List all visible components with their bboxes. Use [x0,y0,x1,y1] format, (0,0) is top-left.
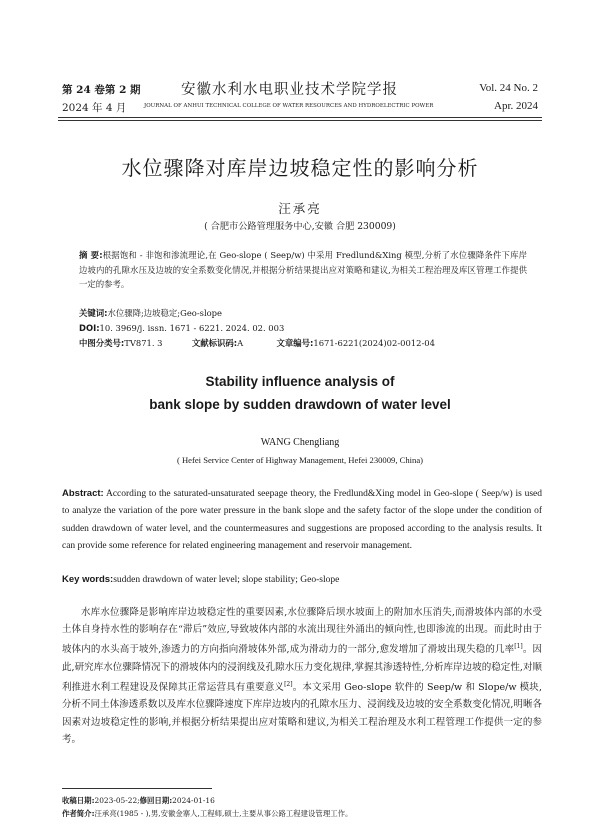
journal-title-cn: 安徽水利水电职业技术学院学报 [181,82,398,98]
keywords-en-text: sudden drawdown of water level; slope stability; Geo-slope [113,575,340,585]
abstract-en-text: According to the saturated-unsaturated seepage theory, the Fredlund&Xing model in Geo-slope ( Seep/w) is used to analyze the variation of the pore water pressure in the bank slope and the safety factor of the slope under the condition of sudden drawdown of water level, and the countermeasures and suggestions are proposed according to the analysis results. It can provide some reference for related engineering management and reservoir management. [62,489,542,551]
body-text-part3: 。本文采用 Geo-slope 软件的 Seep/w 和 Slope/w 模块,分析不同土体渗透系数以及库水位骤降速度下库岸边坡内的孔隙水压力、浸润线及边坡的安全系数变化情况,明晰各因素对边坡稳定性的影响,并根据分析结果提出应对策略和建议,为相关工程治理及水利工程管理工作提供一定的参考。 [62,682,542,745]
abstract-en [62,485,542,555]
keywords-cn-text: 水位骤降;边坡稳定;Geo-slope [107,308,222,318]
body-text-part1: 水库水位骤降是影响库岸边坡稳定性的重要因素,水位骤降后坝水坡面上的附加水压消失,而滑坡体内部的水受土体自身持水性的影响存在“滞后”效应,导致坡体内部的水流出现往外涌出的倾向性,也即渗流的出现。而此时由于坡体内的水头高于坡外,渗透力的方向指向滑坡体外部,成为滑动力的一部分,愈发增加了滑坡出现失稳的几率 [62,607,542,656]
article-no-label: 文章编号: [276,338,314,348]
abstract-cn-label: 摘 要: [79,250,103,260]
abstract-cn [79,248,527,292]
revised-label: 修回日期: [139,796,173,805]
doc-code-value: A [237,338,244,348]
article-title-en-line1: Stability influence analysis of [205,374,395,389]
author-cn: 汪承亮 [278,201,322,216]
abstract-en-label: Abstract: [62,488,104,499]
header-rule-top [58,117,542,118]
doi-label: DOI: [79,323,100,333]
date-cn: 2024 年 4 月 [62,102,127,114]
body-paragraph [62,604,542,748]
author-bio-text: 汪承亮(1985 - ),男,安徽金寨人,工程师,硕士,主要从事公路工程建设管理工作。 [94,809,353,818]
footnote-rule [62,788,212,789]
journal-title-en: JOURNAL OF ANHUI TECHNICAL COLLEGE OF WATER RESOURCES AND HYDROELECTRIC POWER [144,103,434,109]
revised-date: 2024-01-16 [172,796,215,805]
abstract-cn-text: 根据饱和 - 非饱和渗流理论,在 Geo-slope ( Seep/w) 中采用 Fredlund&Xing 模型,分析了水位骤降条件下库岸边坡内的孔隙水压及边坡的安全系数变化情况,并根据分析结果提出应对策略和建议,为相关工程治理及库区管理工作提供一定的参考。 [79,250,528,289]
received-label: 收稿日期: [62,796,95,805]
volume-issue-cn: 第 24 卷第 2 期 [62,84,141,96]
affiliation-en: ( Hefei Service Center of Highway Management, Hefei 230009, China) [176,455,424,465]
date-en: Apr. 2024 [494,100,538,112]
keywords-en-label: Key words: [62,574,114,585]
keywords-cn-label: 关键词: [79,308,108,318]
received-date: 2023-05-22; [94,796,140,805]
volume-issue-en: Vol. 24 No. 2 [479,82,538,94]
classification-line [79,336,527,351]
author-en: WANG Chengliang [260,437,340,448]
article-title-en-line2: bank slope by sudden drawdown of water level [149,397,451,412]
header-rule-bottom [58,120,542,121]
article-title-cn: 水位骤降对库岸边坡稳定性的影响分析 [121,156,479,180]
citation-2[interactable]: [2] [284,680,293,688]
footnote-dates [62,795,215,807]
body-text-part2: 。因此,研究库水位骤降情况下的滑坡体内的浸润线及孔隙水压力变化规律,掌握其渗透特性,分析库岸边坡的稳定性,对顺利推进水利工程建设及保障其正常运营具有重要意义 [62,644,542,694]
affiliation-cn: ( 合肥市公路管理服务中心,安徽 合肥 230009) [204,221,396,232]
keywords-cn [79,306,527,321]
article-no-value: 1671-6221(2024)02-0012-04 [313,338,435,348]
keywords-en [62,571,542,589]
doi-line [79,321,527,336]
citation-1[interactable]: [1] [514,643,523,651]
clc-label: 中图分类号: [79,338,125,348]
doc-code-label: 文献标识码: [191,338,238,348]
doi-value: 10. 3969/j. issn. 1671 - 6221. 2024. 02. 003 [99,323,285,333]
clc-value: TV871. 3 [124,338,163,348]
footnote-author [62,808,352,820]
author-bio-label: 作者简介: [62,809,95,818]
